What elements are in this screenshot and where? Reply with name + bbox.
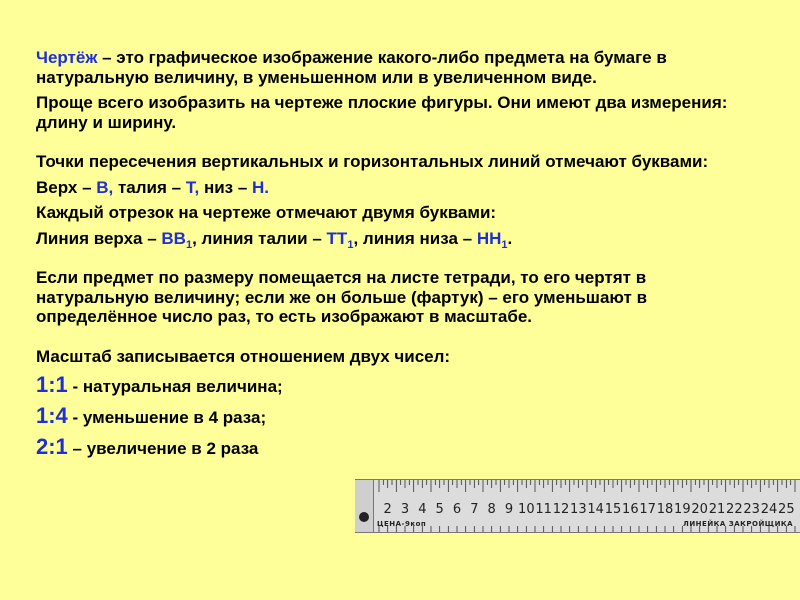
ruler-title-label: ЛИНЕЙКА ЗАКРОЙЩИКА — [683, 520, 794, 528]
ruler-number: 19 — [674, 502, 691, 517]
point-bottom-letter: Н. — [252, 177, 270, 197]
scale-desc-2: - уменьшение в 4 раза; — [67, 408, 267, 427]
points-letters-line — [36, 178, 756, 198]
segment-bottom-letters — [476, 228, 508, 251]
scale-ratio-3: 2:1 — [36, 434, 68, 459]
scale-item-3 — [36, 432, 756, 463]
scale-desc-3: – увеличение в 2 раза — [67, 439, 259, 458]
point-bottom-label: низ – — [199, 177, 253, 197]
segment-bottom-label: , линия низа – — [353, 228, 477, 248]
ruler-number: 15 — [604, 502, 622, 517]
segment-bottom-sub: 1 — [501, 238, 508, 251]
segment-top-letters — [161, 228, 193, 251]
points-intro: Точки пересечения вертикальных и горизонтальных линий отмечают буквами: — [36, 152, 709, 171]
scale-intro: Масштаб записывается отношением двух чисел: — [36, 346, 451, 366]
size-paragraph: Если предмет по размеру помещается на листе тетради, то его чертят в натуральную величину; если же он больше (фартук) – его уменьшают в определённое число раз, то есть изображают в масштабе. — [36, 268, 648, 326]
segment-top-sub: 1 — [185, 238, 193, 251]
scale-ratio-1: 1:1 — [36, 372, 68, 397]
scale-item-2 — [36, 401, 756, 432]
scale-item-1 — [36, 370, 756, 401]
ruler-number: 8 — [487, 502, 496, 517]
ruler-number: 14 — [587, 502, 604, 517]
scale-ratio-2: 1:4 — [36, 403, 68, 428]
segment-waist-letters — [326, 228, 354, 251]
definition-paragraph — [36, 48, 756, 87]
ruler-number: 22 — [726, 502, 743, 517]
ruler-number: 2 — [383, 502, 392, 517]
ruler-number: 6 — [452, 502, 462, 517]
ruler-number: 7 — [470, 502, 479, 517]
ruler-number: 13 — [570, 502, 587, 517]
ruler-number: 11 — [535, 502, 552, 517]
segment-bottom-letters-main: НН — [476, 228, 502, 248]
point-waist-label: талия – — [113, 177, 186, 197]
tailor-ruler-image — [355, 479, 800, 533]
ruler-number: 21 — [708, 502, 726, 517]
slide-text — [36, 48, 756, 463]
flat-figures-paragraph: Проще всего изобразить на чертеже плоские фигуры. Они имеют два измерения: длину и ширину. — [36, 93, 728, 132]
ruler-price-label: ЦЕНА-9коп — [377, 520, 427, 528]
ruler-number: 9 — [504, 502, 514, 517]
ruler-number: 4 — [418, 502, 427, 517]
ruler-number: 12 — [552, 502, 570, 517]
scale-desc-1: - натуральная величина; — [67, 377, 283, 396]
ruler-number: 23 — [743, 502, 760, 517]
ruler-number: 18 — [656, 502, 674, 517]
segments-intro: Каждый отрезок на чертеже отмечают двумя буквами: — [36, 203, 497, 222]
segment-top-label: Линия верха – — [36, 228, 162, 248]
segment-waist-sub: 1 — [347, 238, 354, 251]
ruler-number: 5 — [435, 502, 444, 517]
term-chertezh: Чертёж — [36, 48, 98, 67]
ruler-number: 16 — [622, 502, 639, 517]
point-top-label: Верх – — [36, 177, 97, 197]
ruler-number: 3 — [400, 502, 410, 517]
ruler-number: 10 — [518, 502, 535, 517]
segment-waist-letters-main: ТТ — [326, 228, 348, 248]
ruler-number: 25 — [778, 502, 795, 517]
ruler-number: 17 — [639, 502, 656, 517]
definition-text: – это графическое изображение какого-либо предмета на бумаге в натуральную величину, в уменьшенном или в увеличенном виде. — [36, 48, 667, 87]
point-waist-letter: Т, — [185, 177, 200, 197]
ruler-number: 24 — [760, 502, 778, 517]
segment-top-letters-main: ВВ — [161, 228, 186, 248]
segment-end: . — [507, 228, 513, 248]
segments-letters-line — [36, 229, 756, 249]
point-top-letter: В, — [96, 177, 114, 197]
ruler-number: 20 — [691, 502, 708, 517]
segment-waist-label: , линия талии – — [192, 228, 327, 248]
